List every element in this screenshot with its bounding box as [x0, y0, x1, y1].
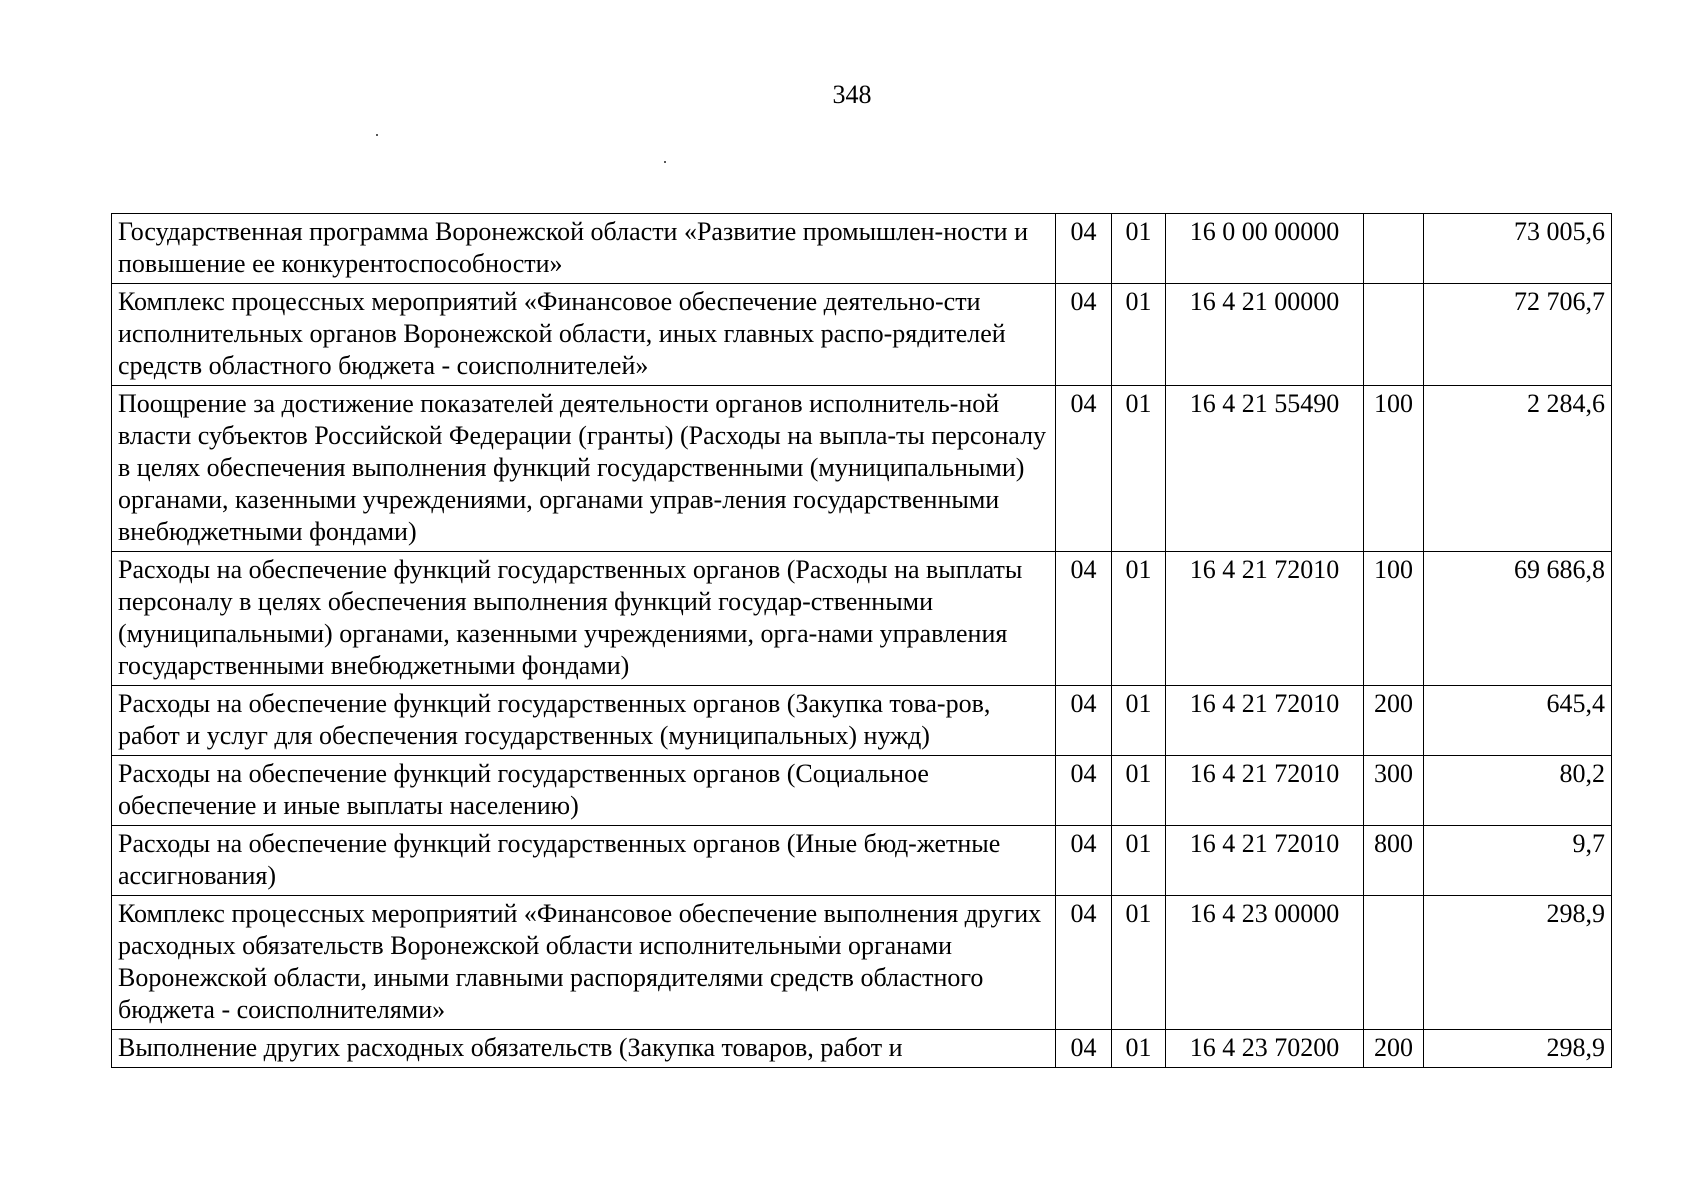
row-subsection: 01 [1112, 896, 1166, 1030]
row-section: 04 [1056, 284, 1112, 386]
row-expense-type [1364, 214, 1424, 284]
row-section: 04 [1056, 214, 1112, 284]
row-section: 04 [1056, 552, 1112, 686]
row-amount: 9,7 [1424, 826, 1612, 896]
row-expense-type [1364, 284, 1424, 386]
page-number: 348 [832, 80, 872, 109]
row-target-article: 16 4 23 00000 [1166, 896, 1364, 1030]
row-name: Расходы на обеспечение функций государственных органов (Закупка това-ров, работ и услуг для обеспечения государственных (муниципальных) нужд) [112, 686, 1056, 756]
table-row [112, 552, 1612, 686]
row-expense-type [1364, 896, 1424, 1030]
row-target-article: 16 4 21 72010 [1166, 686, 1364, 756]
row-subsection: 01 [1112, 552, 1166, 686]
row-section: 04 [1056, 896, 1112, 1030]
table-row [112, 826, 1612, 896]
row-name: Комплекс процессных мероприятий «Финансовое обеспечение деятельно-сти исполнительных органов Воронежской области, иных главных распо-рядителей средств областного бюджета - соисполнителей» [112, 284, 1056, 386]
row-amount: 69 686,8 [1424, 552, 1612, 686]
row-name: Поощрение за достижение показателей деятельности органов исполнитель-ной власти субъектов Российской Федерации (гранты) (Расходы на выпла-ты персоналу в целях обеспечения выполнения функций государственными (муниципальными) органами, казенными учреждениями, органами управ-ления государственными внебюджетными фондами) [112, 386, 1056, 552]
table-row [112, 1030, 1612, 1068]
row-section: 04 [1056, 686, 1112, 756]
row-amount: 73 005,6 [1424, 214, 1612, 284]
table-row [112, 756, 1612, 826]
row-section: 04 [1056, 756, 1112, 826]
row-section: 04 [1056, 386, 1112, 552]
row-name: Комплекс процессных мероприятий «Финансовое обеспечение выполнения других расходных обязательств Воронежской области исполнительными органами Воронежской области, иными главными распорядителями средств областного бюджета - соисполнителями» [112, 896, 1056, 1030]
row-section: 04 [1056, 826, 1112, 896]
row-target-article: 16 4 21 72010 [1166, 756, 1364, 826]
row-name: Расходы на обеспечение функций государственных органов (Социальное обеспечение и иные выплаты населению) [112, 756, 1056, 826]
row-section: 04 [1056, 1030, 1112, 1068]
table-row [112, 214, 1612, 284]
row-target-article: 16 4 21 00000 [1166, 284, 1364, 386]
row-expense-type: 100 [1364, 552, 1424, 686]
row-amount: 80,2 [1424, 756, 1612, 826]
row-subsection: 01 [1112, 1030, 1166, 1068]
row-expense-type: 200 [1364, 686, 1424, 756]
row-expense-type: 300 [1364, 756, 1424, 826]
table-row [112, 686, 1612, 756]
row-amount: 645,4 [1424, 686, 1612, 756]
table-row [112, 896, 1612, 1030]
row-name: Расходы на обеспечение функций государственных органов (Расходы на выплаты персоналу в целях обеспечения выполнения функций государ-ственными (муниципальными) органами, казенными учреждениями, орга-нами управления государственными внебюджетными фондами) [112, 552, 1056, 686]
row-subsection: 01 [1112, 826, 1166, 896]
row-target-article: 16 4 21 72010 [1166, 552, 1364, 686]
scan-speck [664, 161, 666, 163]
row-expense-type: 200 [1364, 1030, 1424, 1068]
row-subsection: 01 [1112, 284, 1166, 386]
row-target-article: 16 4 21 72010 [1166, 826, 1364, 896]
row-target-article: 16 4 23 70200 [1166, 1030, 1364, 1068]
budget-table [111, 213, 1612, 1068]
row-subsection: 01 [1112, 686, 1166, 756]
row-expense-type: 800 [1364, 826, 1424, 896]
table-row [112, 386, 1612, 552]
row-amount: 72 706,7 [1424, 284, 1612, 386]
row-subsection: 01 [1112, 214, 1166, 284]
row-name: Выполнение других расходных обязательств (Закупка товаров, работ и [112, 1030, 1056, 1068]
row-target-article: 16 0 00 00000 [1166, 214, 1364, 284]
row-subsection: 01 [1112, 756, 1166, 826]
row-amount: 298,9 [1424, 1030, 1612, 1068]
table-row [112, 284, 1612, 386]
scan-speck [376, 134, 378, 136]
row-amount: 2 284,6 [1424, 386, 1612, 552]
row-name: Государственная программа Воронежской области «Развитие промышлен-ности и повышение ее конкурентоспособности» [112, 214, 1056, 284]
row-target-article: 16 4 21 55490 [1166, 386, 1364, 552]
row-expense-type: 100 [1364, 386, 1424, 552]
row-amount: 298,9 [1424, 896, 1612, 1030]
row-subsection: 01 [1112, 386, 1166, 552]
row-name: Расходы на обеспечение функций государственных органов (Иные бюд-жетные ассигнования) [112, 826, 1056, 896]
